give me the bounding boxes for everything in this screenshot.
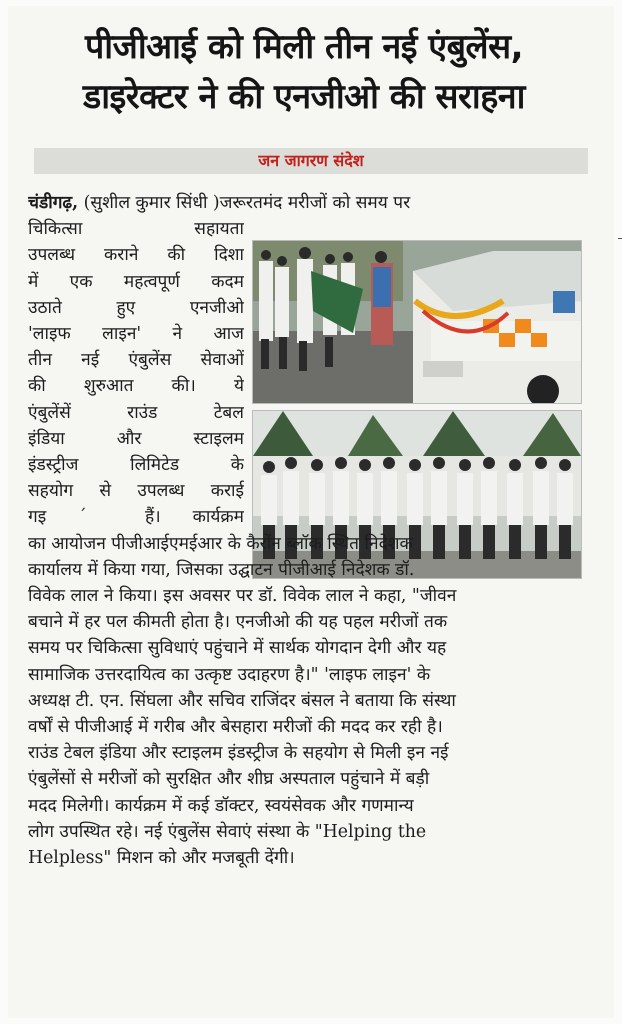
article-line: गइ ˊ हैं। कार्यक्रम bbox=[28, 507, 244, 528]
edge-mark bbox=[618, 238, 622, 239]
article-line: इंडस्ट्रीज लिमिटेड के bbox=[28, 455, 244, 476]
article-line: बचाने में हर पल कीमती होता है। एनजीओ की यह पहल मरीजों तक bbox=[28, 612, 448, 633]
headline-line-2: डाइरेक्टर ने की एनजीओ की सराहना bbox=[83, 77, 525, 117]
article-line: समय पर चिकित्सा सुविधाएं पहुंचाने में सार्थक योगदान देगी और यह bbox=[28, 638, 447, 659]
article-line: मदद मिलेगी। कार्यक्रम में कई डॉक्टर, स्वयंसेवक और गणमान्य bbox=[28, 795, 414, 816]
agency-band: जन जागरण संदेश bbox=[34, 148, 588, 174]
article-line: में एक महत्वपूर्ण कदम bbox=[28, 271, 244, 292]
article-line: सहयोग से उपलब्ध कराई bbox=[28, 481, 244, 502]
article-line: उपलब्ध कराने की दिशा bbox=[28, 245, 244, 266]
article-line: राउंड टेबल इंडिया और स्टाइलम इंडस्ट्रीज के सहयोग से मिली इन नई bbox=[28, 743, 449, 764]
headline-line-1: पीजीआई को मिली तीन नई एंबुलेंस, bbox=[85, 27, 523, 67]
article-full-column bbox=[28, 531, 594, 872]
article-line: 'लाइफ लाइन' ने आज bbox=[28, 324, 244, 345]
article-narrow-column bbox=[28, 216, 244, 530]
dateline: चंडीगढ़, bbox=[28, 193, 79, 213]
article-line: कार्यालय में किया गया, जिसका उद्घाटन पीजीआई निदेशक डॉ. bbox=[28, 559, 415, 580]
article-line: चिकित्सा सहायता bbox=[28, 219, 244, 240]
headline bbox=[14, 22, 594, 122]
article-body bbox=[28, 190, 594, 871]
article-line: इंडिया और स्टाइलम bbox=[28, 428, 244, 449]
article-line: वर्षों से पीजीआई में गरीब और बेसहारा मरीजों की मदद कर रही है। bbox=[28, 717, 443, 738]
article-line: उठाते हुए एनजीओ bbox=[28, 297, 244, 318]
article-line: एंबुलेंसें राउंड टेबल bbox=[28, 402, 244, 423]
byline: (सुशील कुमार सिंधी )जरूरतमंद मरीजों को समय पर bbox=[78, 193, 411, 213]
article-line: लोग उपस्थित रहे। नई एंबुलेंस सेवाएं संस्था के "Helping the bbox=[28, 821, 427, 842]
article-line: अध्यक्ष टी. एन. सिंघला और सचिव राजिंदर बंसल ने बताया कि संस्था bbox=[28, 690, 456, 711]
article-line: एंबुलेंसों से मरीजों को सुरक्षित और शीघ्र अस्पताल पहुंचाने में बड़ी bbox=[28, 769, 430, 790]
article-line: तीन नई एंबुलेंस सेवाओं bbox=[28, 350, 244, 371]
article-line: की शुरुआत की। ये bbox=[28, 376, 244, 397]
article-line: का आयोजन पीजीआईएमईआर के कैरोंन ब्लॉक स्थित निदेशक bbox=[28, 533, 413, 554]
article-line: सामाजिक उत्तरदायित्व का उत्कृष्ट उदाहरण है।" 'लाइफ लाइन' के bbox=[28, 664, 431, 685]
article-line: Helpless" मिशन को और मजबूती देंगी। bbox=[28, 848, 295, 869]
article-line: विवेक लाल ने किया। इस अवसर पर डॉ. विवेक लाल ने कहा, "जीवन bbox=[28, 586, 457, 607]
article-first-line bbox=[28, 190, 594, 216]
